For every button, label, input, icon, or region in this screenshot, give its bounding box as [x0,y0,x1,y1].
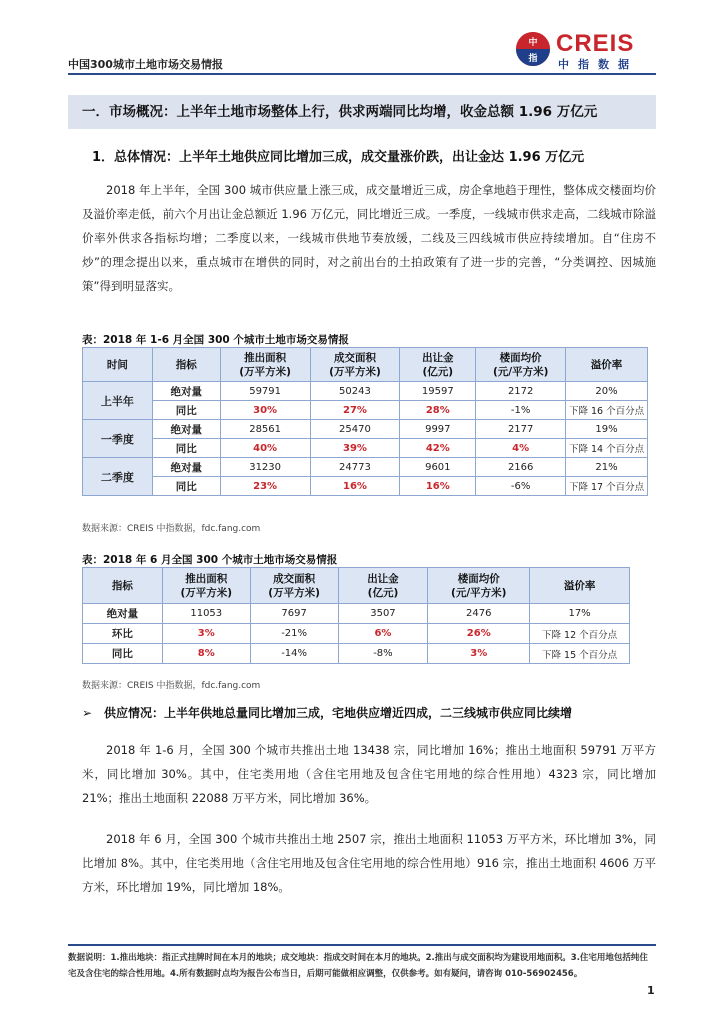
table2-source: 数据来源：CREIS 中指数据，fdc.fang.com [82,681,261,691]
table-row [83,382,648,401]
value-cell: 9997 [400,420,476,439]
metric-cell: 同比 [152,439,220,458]
value-cell: 3% [428,644,530,664]
metric-cell: 环比 [83,624,163,644]
report-title: 中国300城市土地市场交易情报 [68,58,223,71]
page-header [68,30,656,74]
value-cell: -6% [476,477,566,496]
logo-char-top: 中 [528,38,538,48]
value-cell: 2476 [428,604,530,624]
value-cell: 6% [338,624,428,644]
table-row [83,458,648,477]
table1-caption: 表：2018 年 1-6 月全国 300 个城市土地市场交易情报 [82,334,349,346]
value-cell: 27% [310,401,400,420]
table1-header-cell: 楼面均价 (元/平方米) [476,348,566,382]
period-cell: 二季度 [83,458,153,496]
value-cell: -8% [338,644,428,664]
value-cell: 20% [566,382,648,401]
table2-header-cell: 成交面积 (万平方米) [250,568,338,604]
value-cell: 24773 [310,458,400,477]
value-cell: 23% [220,477,310,496]
value-cell: 42% [400,439,476,458]
table2-header-cell: 指标 [83,568,163,604]
table-row [83,644,630,664]
value-cell: 8% [162,644,250,664]
table2-caption: 表：2018 年 6 月全国 300 个城市土地市场交易情报 [82,554,338,566]
value-cell: 2177 [476,420,566,439]
period-cell: 上半年 [83,382,153,420]
table1-source: 数据来源：CREIS 中指数据，fdc.fang.com [82,524,261,534]
table-row [83,477,648,496]
value-cell: 50243 [310,382,400,401]
value-cell: 2172 [476,382,566,401]
table-row [83,401,648,420]
value-cell: 59791 [220,382,310,401]
value-cell: 16% [310,477,400,496]
value-cell: -1% [476,401,566,420]
table2-header-cell: 溢价率 [530,568,630,604]
value-cell: 9601 [400,458,476,477]
table1-header-cell: 时间 [83,348,153,382]
paragraph-overview-text: 2018 年上半年，全国 300 城市供应量上涨三成，成交量增近三成，房企拿地趋于理性，整体成交楼面均价及溢价率走低，前六个月出让金总额近 1.96 万亿元，同比增近三成。一季度，一线城市供求走高，二线城市除溢价率外供求各指标均增；二季度以来，一线城市供地节奏放缓，二线及三四线城市供应持续增加。自“住房不炒”的理念提出以来，重点城市在增供的同时，对之前出台的土拍政策有了进一步的完善，“分类调控、因城施策”得到明显落实。 [82,183,656,293]
value-cell: 25470 [310,420,400,439]
value-cell: 下降 12 个百分点 [530,624,630,644]
metric-cell: 绝对量 [152,382,220,401]
logo-text-en: CREIS [556,30,635,57]
value-cell: 40% [220,439,310,458]
value-cell: 19597 [400,382,476,401]
value-cell: 30% [220,401,310,420]
table1-header-cell: 溢价率 [566,348,648,382]
page-number: 1 [647,984,655,997]
table1-header-cell: 出让金 (亿元) [400,348,476,382]
table-row [83,624,630,644]
table2-header-cell: 推出面积 (万平方米) [162,568,250,604]
metric-cell: 绝对量 [152,458,220,477]
metric-cell: 同比 [152,401,220,420]
value-cell: 19% [566,420,648,439]
value-cell: 下降 14 个百分点 [566,439,648,458]
value-cell: -14% [250,644,338,664]
value-cell: 3507 [338,604,428,624]
value-cell: -21% [250,624,338,644]
table-row [83,439,648,458]
logo-char-bottom: 指 [528,54,538,64]
value-cell: 3% [162,624,250,644]
value-cell: 下降 16 个百分点 [566,401,648,420]
value-cell: 7697 [250,604,338,624]
logo-text-cn: 中指数据 [558,58,638,71]
value-cell: 16% [400,477,476,496]
supply-bullet-heading [82,704,572,721]
metric-cell: 绝对量 [152,420,220,439]
header-divider [68,73,656,75]
value-cell: 下降 15 个百分点 [530,644,630,664]
metric-cell: 同比 [152,477,220,496]
metric-cell: 绝对量 [83,604,163,624]
value-cell: 39% [310,439,400,458]
table-row [83,604,630,624]
footer-data-note: 数据说明：1.推出地块：指正式挂牌时间在本月的地块；成交地块：指成交时间在本月的地块。2.推出与成交面积均为建设用地面积。3.住宅用地包括纯住宅及含住宅的综合性用地。4.所有数据时点均为报告公布当日，后期可能做相应调整，仅供参考。如有疑问，请咨询 010-56902456。 [68,953,648,979]
table2-header-cell: 楼面均价 (元/平方米) [428,568,530,604]
table-h1-land-market [82,347,648,496]
value-cell: 下降 17 个百分点 [566,477,648,496]
value-cell: 2166 [476,458,566,477]
value-cell: 31230 [220,458,310,477]
creis-logo [516,30,656,70]
value-cell: 11053 [162,604,250,624]
value-cell: 17% [530,604,630,624]
value-cell: 4% [476,439,566,458]
value-cell: 28561 [220,420,310,439]
paragraph-supply-june-text: 2018 年 6 月，全国 300 个城市共推出土地 2507 宗，推出土地面积 11053 万平方米，环比增加 3%，同比增加 8%。其中，住宅类用地（含住宅用地及包含住宅用地的综合性用地）916 宗，推出土地面积 4606 万平方米，环比增加 19%，同比增加 18%。 [82,832,656,894]
supply-bullet-text: 供应情况：上半年供地总量同比增加三成，宅地供应增近四成，二三线城市供应同比续增 [104,706,573,720]
period-cell: 一季度 [83,420,153,458]
subheading-overview: 1．总体情况：上半年土地供应同比增加三成，成交量涨价跌，出让金达 1.96 万亿元 [92,150,585,165]
paragraph-supply-june [82,827,656,899]
paragraph-supply-h1-text: 2018 年 1-6 月，全国 300 个城市共推出土地 13438 宗，同比增加 16%；推出土地面积 59791 万平方米，同比增加 30%。其中，住宅类用地（含住宅用地及包含住宅用地的综合性用地）4323 宗，同比增加 21%；推出土地面积 22088 万平方米，同比增加 36%。 [82,743,656,805]
value-cell: 28% [400,401,476,420]
table1-header-cell: 成交面积 (万平方米) [310,348,400,382]
value-cell: 21% [566,458,648,477]
paragraph-overview [82,178,656,298]
paragraph-supply-h1 [82,738,656,810]
table-june-land-market [82,567,630,664]
table1-header-cell: 推出面积 (万平方米) [220,348,310,382]
arrow-bullet-icon: ➢ [82,706,93,720]
table-row [83,420,648,439]
value-cell: 26% [428,624,530,644]
section-title: 一．市场概况：上半年土地市场整体上行，供求两端同比均增，收金总额 1.96 万亿元 [68,95,656,129]
table1-header-cell: 指标 [152,348,220,382]
logo-emblem-icon [516,32,550,66]
table2-header-cell: 出让金 (亿元) [338,568,428,604]
footer-divider [68,944,656,946]
metric-cell: 同比 [83,644,163,664]
